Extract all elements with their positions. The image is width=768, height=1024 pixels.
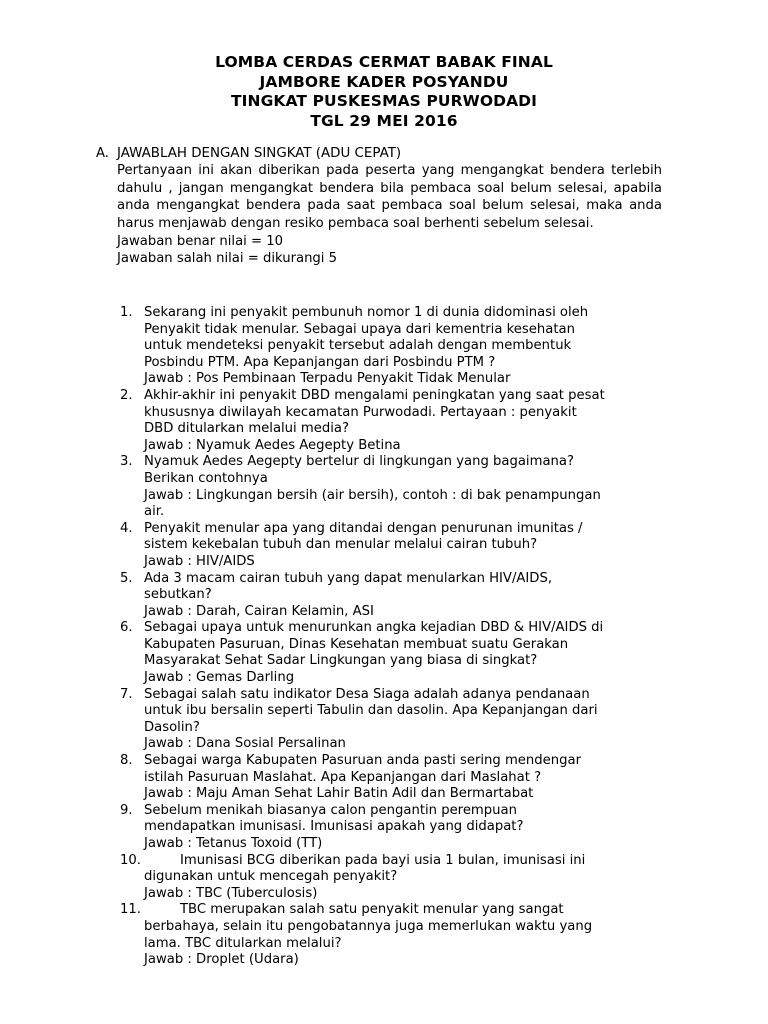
question-text: Imunisasi BCG diberikan pada bayi usia 1 bulan, imunisasi ini: [180, 852, 586, 868]
question-text: Dasolin?: [144, 719, 200, 735]
section-heading: [96, 145, 662, 162]
question-number: 5.: [120, 570, 133, 586]
question-text: Akhir-akhir ini penyakit DBD mengalami peningkatan yang saat pesat: [144, 387, 605, 403]
question-number: 11.: [120, 902, 141, 918]
question-item: [120, 853, 666, 903]
question-text: khususnya diwilayah kecamatan Purwodadi. Pertayaan : penyakit: [144, 404, 577, 420]
question-number: 4.: [120, 520, 133, 536]
question-text: Sebagai warga Kabupaten Pasuruan anda pasti sering mendengar: [144, 753, 581, 769]
question-text: Kabupaten Pasuruan, Dinas Kesehatan membuat suatu Gerakan: [144, 636, 569, 652]
answer-text: air.: [144, 504, 165, 520]
question-item: [120, 687, 666, 753]
answer-text: Jawab : HIV/AIDS: [144, 553, 255, 569]
answer-text: Jawab : TBC (Tuberculosis): [144, 885, 318, 901]
answer-text: Jawab : Darah, Cairan Kelamin, ASI: [144, 603, 374, 619]
question-text: sistem kekebalan tubuh dan menular melalui cairan tubuh?: [144, 537, 538, 553]
question-first-line: [120, 753, 666, 770]
question-number: 2.: [120, 387, 133, 403]
question-list: [120, 305, 666, 969]
question-first-line: [120, 620, 666, 637]
title-line-2: JAMBORE KADER POSYANDU: [259, 72, 509, 91]
score-correct: Jawaban benar nilai = 10: [117, 233, 284, 249]
question-text: istilah Pasuruan Maslahat. Apa Kepanjangan dari Maslahat ?: [144, 769, 542, 785]
answer-text: Jawab : Pos Pembinaan Terpadu Penyakit Tidak Menular: [144, 371, 511, 387]
question-text: Sebagai upaya untuk menurunkan angka kejadian DBD & HIV/AIDS di: [144, 620, 604, 636]
title-line-1: LOMBA CERDAS CERMAT BABAK FINAL: [215, 53, 553, 71]
question-item: [120, 902, 666, 968]
answer-text: Jawab : Lingkungan bersih (air bersih), contoh : di bak penampungan: [144, 487, 601, 503]
question-number: 7.: [120, 686, 133, 702]
question-text: TBC merupakan salah satu penyakit menular yang sangat: [180, 902, 564, 918]
section-letter: A.: [96, 146, 109, 161]
question-number: 3.: [120, 454, 133, 470]
question-text: Sekarang ini penyakit pembunuh nomor 1 di dunia didominasi oleh: [144, 305, 589, 320]
question-text: sebutkan?: [144, 587, 212, 603]
question-first-line: [120, 571, 666, 588]
question-first-line: [120, 902, 666, 919]
answer-text: Jawab : Droplet (Udara): [144, 952, 299, 968]
question-number: 10.: [120, 852, 141, 868]
title-line-4: TGL 29 MEI 2016: [310, 111, 458, 130]
question-number: 9.: [120, 802, 133, 818]
question-text: Penyakit tidak menular. Sebagai upaya dari kementria kesehatan: [144, 321, 575, 337]
question-text: digunakan untuk mencegah penyakit?: [144, 869, 398, 885]
answer-text: Jawab : Maju Aman Sehat Lahir Batin Adil dan Bermartabat: [144, 786, 534, 802]
answer-text: Jawab : Gemas Darling: [144, 670, 295, 686]
question-text: Berikan contohnya: [144, 470, 268, 486]
question-text: mendapatkan imunisasi. Imunisasi apakah yang didapat?: [144, 819, 524, 835]
document-title: [0, 53, 768, 131]
section-title: JAWABLAH DENGAN SINGKAT (ADU CEPAT): [117, 146, 402, 161]
question-text: berbahaya, selain itu pengobatannya juga memerlukan waktu yang: [144, 918, 593, 934]
section-intro: Pertanyaan ini akan diberikan pada peserta yang mengangkat bendera terlebih dahulu , jangan mengangkat bendera bila pembaca soal belum selesai, apabila anda mengangkat bendera pada saat pembaca soal belum selesai, maka anda harus menjawab dengan resiko pembaca soal berhenti sebelum selesai.: [117, 163, 662, 232]
question-first-line: [120, 388, 666, 405]
score-wrong: Jawaban salah nilai = dikurangi 5: [117, 251, 338, 267]
question-item: [120, 388, 666, 454]
question-number: 6.: [120, 620, 133, 636]
question-first-line: [120, 803, 666, 820]
question-number: 8.: [120, 753, 133, 769]
question-text: DBD ditularkan melalui media?: [144, 421, 349, 437]
question-number: 1.: [120, 305, 133, 320]
question-first-line: [120, 305, 666, 322]
question-item: [120, 803, 666, 853]
question-item: [120, 753, 666, 803]
question-text: untuk ibu bersalin seperti Tabulin dan dasolin. Apa Kepanjangan dari: [144, 703, 598, 719]
question-item: [120, 454, 666, 520]
question-item: [120, 620, 666, 686]
question-text: Ada 3 macam cairan tubuh yang dapat menularkan HIV/AIDS,: [144, 570, 553, 586]
question-text: Penyakit menular apa yang ditandai dengan penurunan imunitas /: [144, 520, 583, 536]
question-item: [120, 305, 666, 388]
question-text: Sebagai salah satu indikator Desa Siaga adalah adanya pendanaan: [144, 686, 590, 702]
answer-text: Jawab : Dana Sosial Persalinan: [144, 736, 346, 752]
title-line-3: TINGKAT PUSKESMAS PURWODADI: [230, 92, 537, 110]
question-first-line: [120, 687, 666, 704]
answer-text: Jawab : Nyamuk Aedes Aegepty Betina: [144, 437, 401, 453]
question-first-line: [120, 521, 666, 538]
question-text: Sebelum menikah biasanya calon pengantin perempuan: [144, 802, 517, 818]
question-item: [120, 571, 666, 621]
section-a: [96, 145, 662, 268]
question-first-line: [120, 454, 666, 471]
question-text: Posbindu PTM. Apa Kepanjangan dari Posbindu PTM ?: [144, 354, 496, 370]
question-text: untuk mendeteksi penyakit tersebut adalah dengan membentuk: [144, 338, 572, 354]
question-text: lama. TBC ditularkan melalui?: [144, 935, 342, 951]
question-first-line: [120, 853, 666, 870]
question-text: Nyamuk Aedes Aegepty bertelur di lingkungan yang bagaimana?: [144, 454, 574, 470]
answer-text: Jawab : Tetanus Toxoid (TT): [144, 836, 323, 851]
question-text: Masyarakat Sehat Sadar Lingkungan yang biasa di singkat?: [144, 653, 538, 669]
question-item: [120, 521, 666, 571]
